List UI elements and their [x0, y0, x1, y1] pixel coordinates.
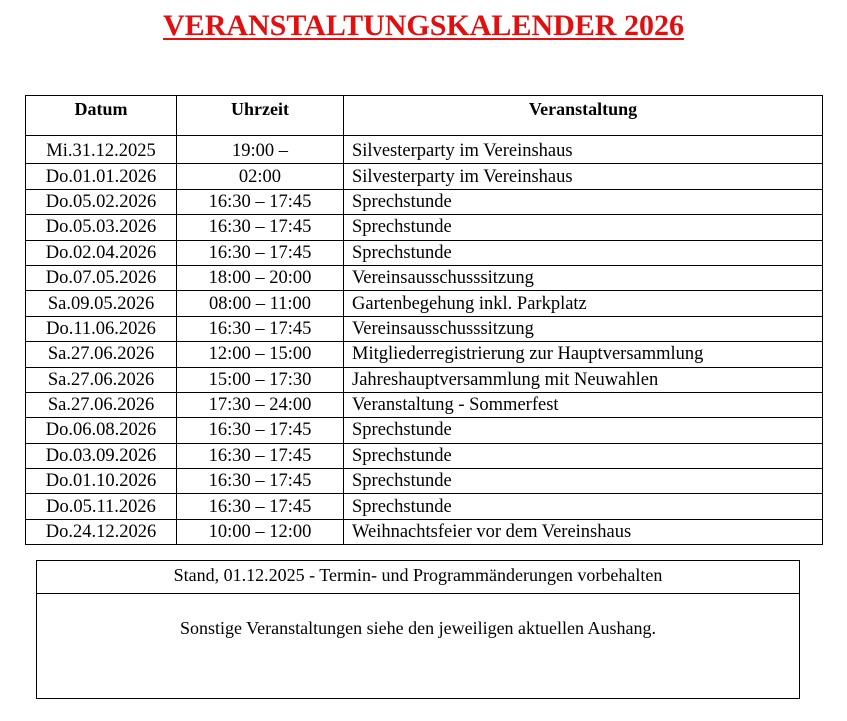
table-row: [26, 392, 823, 417]
table-row: [26, 291, 823, 316]
row-date: Do.01.01.2026: [26, 164, 177, 189]
table-row: [26, 494, 823, 519]
row-time: 08:00 – 11:00: [177, 291, 344, 316]
row-event: Jahreshauptversammlung mit Neuwahlen: [344, 367, 823, 392]
table-row: [26, 189, 823, 214]
row-date: Sa.09.05.2026: [26, 291, 177, 316]
row-event: Vereinsausschusssitzung: [344, 316, 823, 341]
notes-box: [36, 560, 800, 699]
row-date: Do.24.12.2026: [26, 519, 177, 544]
table-row: [26, 367, 823, 392]
row-date: Sa.27.06.2026: [26, 392, 177, 417]
row-time: 16:30 – 17:45: [177, 469, 344, 494]
row-time: 16:30 – 17:45: [177, 443, 344, 468]
table-row: [26, 418, 823, 443]
row-time: 16:30 – 17:45: [177, 494, 344, 519]
row-time: 16:30 – 17:45: [177, 240, 344, 265]
row-event: Sprechstunde: [344, 494, 823, 519]
row-event: Sprechstunde: [344, 240, 823, 265]
row-date: Sa.27.06.2026: [26, 342, 177, 367]
header-time: Uhrzeit: [177, 96, 344, 136]
row-event: Sprechstunde: [344, 418, 823, 443]
row-event: Silvesterparty im Vereinshaus: [344, 136, 823, 164]
header-date: Datum: [26, 96, 177, 136]
row-event: Weihnachtsfeier vor dem Vereinshaus: [344, 519, 823, 544]
table-row: [26, 443, 823, 468]
row-event: Sprechstunde: [344, 443, 823, 468]
row-time: 16:30 – 17:45: [177, 418, 344, 443]
row-time: 19:00 –: [177, 136, 344, 164]
row-event: Veranstaltung - Sommerfest: [344, 392, 823, 417]
table-row: [26, 136, 823, 164]
row-time: 12:00 – 15:00: [177, 342, 344, 367]
row-date: Do.05.02.2026: [26, 189, 177, 214]
row-time: 18:00 – 20:00: [177, 265, 344, 290]
table-row: [26, 240, 823, 265]
row-time: 15:00 – 17:30: [177, 367, 344, 392]
row-time: 16:30 – 17:45: [177, 215, 344, 240]
row-date: Do.03.09.2026: [26, 443, 177, 468]
table-row: [26, 215, 823, 240]
row-date: Do.06.08.2026: [26, 418, 177, 443]
other-events-note: Sonstige Veranstaltungen siehe den jeweiligen aktuellen Aushang.: [179, 618, 657, 638]
table-row: [26, 519, 823, 544]
row-event: Gartenbegehung inkl. Parkplatz: [344, 291, 823, 316]
row-date: Do.05.11.2026: [26, 494, 177, 519]
row-event: Vereinsausschusssitzung: [344, 265, 823, 290]
row-date: Do.11.06.2026: [26, 316, 177, 341]
row-time: 02:00: [177, 164, 344, 189]
row-time: 10:00 – 12:00: [177, 519, 344, 544]
row-event: Sprechstunde: [344, 189, 823, 214]
row-date: Do.05.03.2026: [26, 215, 177, 240]
row-date: Do.07.05.2026: [26, 265, 177, 290]
row-event: Silvesterparty im Vereinshaus: [344, 164, 823, 189]
row-event: Mitgliederregistrierung zur Hauptversammlung: [344, 342, 823, 367]
stand-note: Stand, 01.12.2025 - Termin- und Programmänderungen vorbehalten: [37, 561, 799, 594]
row-time: 16:30 – 17:45: [177, 189, 344, 214]
page-title-text: VERANSTALTUNGSKALENDER 2026: [163, 9, 684, 42]
row-event: Sprechstunde: [344, 469, 823, 494]
row-date: Do.01.10.2026: [26, 469, 177, 494]
row-time: 16:30 – 17:45: [177, 316, 344, 341]
row-time: 17:30 – 24:00: [177, 392, 344, 417]
table-row: [26, 316, 823, 341]
table-row: [26, 164, 823, 189]
header-event: Veranstaltung: [344, 96, 823, 136]
table-body: [26, 136, 823, 545]
table-header-row: [26, 96, 823, 136]
table-row: [26, 265, 823, 290]
row-date: Do.02.04.2026: [26, 240, 177, 265]
row-event: Sprechstunde: [344, 215, 823, 240]
table-row: [26, 342, 823, 367]
event-calendar-table: [25, 95, 823, 545]
row-date: Sa.27.06.2026: [26, 367, 177, 392]
table-row: [26, 469, 823, 494]
row-date: Mi.31.12.2025: [26, 136, 177, 164]
page-title: [0, 9, 847, 43]
